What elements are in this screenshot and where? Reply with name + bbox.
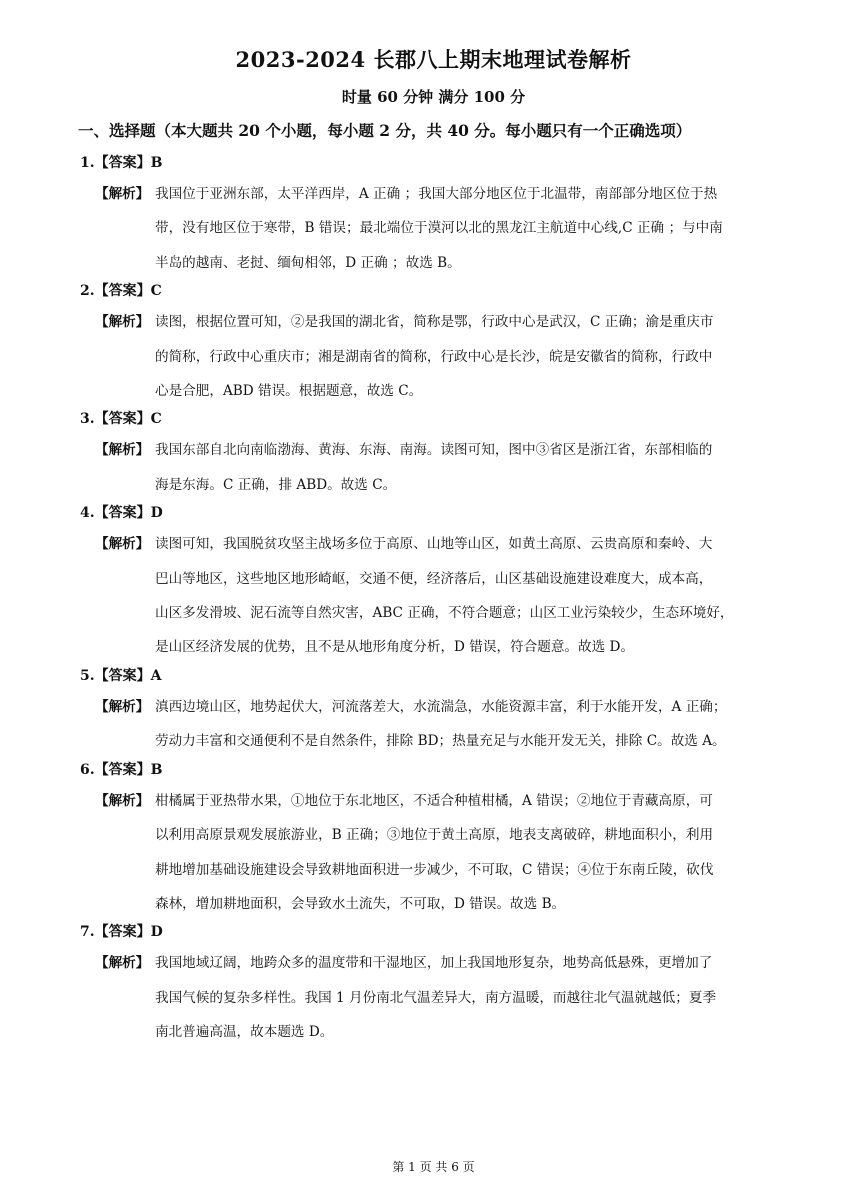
question-item bbox=[0, 280, 867, 408]
question-number: 5. bbox=[80, 667, 95, 684]
analysis-text bbox=[95, 946, 793, 1049]
answer-label: 【答案】 bbox=[94, 505, 151, 522]
answer-value: C bbox=[150, 283, 162, 300]
question-number: 7. bbox=[80, 924, 95, 941]
analysis-line: 是山区经济发展的优势，且不是从地形角度分析，D 错误，符合题意。故选 D。 bbox=[155, 639, 635, 656]
analysis-label: 【解析】 bbox=[95, 314, 150, 331]
question-number: 3. bbox=[80, 411, 95, 428]
analysis-line: 海是东海。C 正确，排 ABD。故选 C。 bbox=[155, 476, 397, 493]
question-list bbox=[0, 152, 867, 1050]
analysis-block bbox=[95, 305, 793, 408]
answer-label: 【答案】 bbox=[94, 411, 151, 428]
analysis-line: 读图可知，我国脱贫攻坚主战场多位于高原、山地等山区，如黄土高原、云贵高原和秦岭、大 bbox=[155, 536, 713, 553]
analysis-line: 读图，根据位置可知，②是我国的湖北省，简称是鄂，行政中心是武汉，C 正确；渝是重庆市 bbox=[155, 314, 714, 331]
analysis-text bbox=[95, 433, 793, 502]
analysis-line: 我国位于亚洲东部，太平洋西岸，A 正确 ；我国大部分地区位于北温带，南部部分地区位于热 bbox=[155, 186, 718, 202]
analysis-line: 山区多发滑坡、泥石流等自然灾害，ABC 正确，不符合题意；山区工业污染较少，生态环境好， bbox=[155, 605, 734, 622]
section-heading: 一、选择题（本大题共 20 个小题，每小题 2 分，共 40 分。每小题只有一个正确选项） bbox=[78, 121, 692, 140]
answer-value: D bbox=[150, 924, 163, 941]
analysis-label: 【解析】 bbox=[95, 955, 150, 972]
analysis-line: 巴山等地区，这些地区地形崎岖，交通不便，经济落后，山区基础设施建设难度大，成本高， bbox=[155, 570, 713, 587]
question-number: 1. bbox=[80, 155, 95, 171]
analysis-line: 心是合肥，ABD 错误。根据题意，故选 C。 bbox=[155, 383, 423, 400]
answer-label: 【答案】 bbox=[94, 155, 151, 171]
analysis-line: 森林，增加耕地面积，会导致水土流失，不可取，D 错误。故选 B。 bbox=[155, 895, 566, 912]
analysis-label: 【解析】 bbox=[95, 186, 150, 202]
question-number: 4. bbox=[80, 505, 95, 522]
analysis-line: 我国地域辽阔，地跨众多的温度带和干湿地区，加上我国地形复杂，地势高低悬殊，更增加了 bbox=[155, 955, 713, 972]
analysis-text bbox=[95, 527, 793, 665]
answer-value: C bbox=[150, 411, 162, 428]
question-item bbox=[0, 152, 867, 280]
answer-value: B bbox=[150, 155, 163, 171]
question-item bbox=[0, 408, 867, 502]
analysis-line: 劳动力丰富和交通便利不是自然条件，排除 BD；热量充足与水能开发无关，排除 C。故选 A。 bbox=[155, 733, 726, 750]
question-item bbox=[0, 665, 867, 759]
document-title: 2023-2024 长郡八上期末地理试卷解析 bbox=[235, 47, 632, 72]
question-number: 2. bbox=[80, 283, 95, 300]
answer-value: B bbox=[150, 761, 163, 778]
page-footer: 第 1 页 共 6 页 bbox=[392, 1160, 475, 1174]
analysis-line: 半岛的越南、老挝、缅甸相邻，D 正确 ；故选 B。 bbox=[155, 254, 461, 271]
analysis-line: 我国气候的复杂多样性。我国 1 月份南北气温差异大，南方温暖，而越往北气温就越低；夏季 bbox=[155, 989, 717, 1006]
exam-duration-score: 时量 60 分钟 满分 100 分 bbox=[341, 88, 526, 106]
analysis-label: 【解析】 bbox=[95, 698, 150, 715]
analysis-block bbox=[95, 433, 793, 502]
analysis-block bbox=[95, 527, 793, 665]
question-item bbox=[0, 502, 867, 665]
analysis-line: 柑橘属于亚热带水果，①地位于东北地区，不适合种植柑橘，A 错误；②地位于青藏高原，可 bbox=[155, 792, 713, 809]
analysis-label: 【解析】 bbox=[95, 536, 150, 553]
analysis-label: 【解析】 bbox=[95, 792, 150, 809]
analysis-line: 带，没有地区位于寒带，B 错误；最北端位于漠河以北的黑龙江主航道中心线,C 正确 ；与中南 bbox=[155, 220, 723, 237]
answer-value: A bbox=[150, 667, 162, 684]
answer-label: 【答案】 bbox=[94, 667, 151, 684]
analysis-text bbox=[95, 177, 793, 280]
analysis-line: 我国东部自北向南临渤海、黄海、东海、南海。读图可知，图中③省区是浙江省，东部相临的 bbox=[155, 442, 713, 459]
analysis-label: 【解析】 bbox=[95, 442, 150, 459]
analysis-block bbox=[95, 690, 793, 759]
analysis-text bbox=[95, 305, 793, 408]
answer-label: 【答案】 bbox=[94, 761, 151, 778]
question-item bbox=[0, 759, 867, 922]
question-number: 6. bbox=[80, 761, 95, 778]
analysis-line: 耕地增加基础设施建设会导致耕地面积进一步减少，不可取，C 错误；④位于东南丘陵，砍伐 bbox=[155, 861, 714, 878]
analysis-block bbox=[95, 784, 793, 922]
analysis-line: 的简称，行政中心重庆市；湘是湖南省的简称，行政中心是长沙，皖是安徽省的简称，行政中 bbox=[155, 348, 713, 365]
question-item bbox=[0, 921, 867, 1049]
analysis-line: 南北普遍高温，故本题选 D。 bbox=[155, 1024, 334, 1041]
answer-value: D bbox=[150, 505, 163, 522]
answer-label: 【答案】 bbox=[94, 283, 151, 300]
analysis-line: 以利用高原景观发展旅游业，B 正确；③地位于黄土高原，地表支离破碎，耕地面积小，利用 bbox=[155, 827, 714, 844]
analysis-line: 滇西边境山区，地势起伏大，河流落差大，水流湍急，水能资源丰富，利于水能开发，A 正确； bbox=[155, 698, 727, 715]
answer-label: 【答案】 bbox=[94, 924, 151, 941]
analysis-text bbox=[95, 784, 793, 922]
analysis-block bbox=[95, 946, 793, 1049]
analysis-text bbox=[95, 690, 793, 759]
analysis-block bbox=[95, 177, 793, 280]
